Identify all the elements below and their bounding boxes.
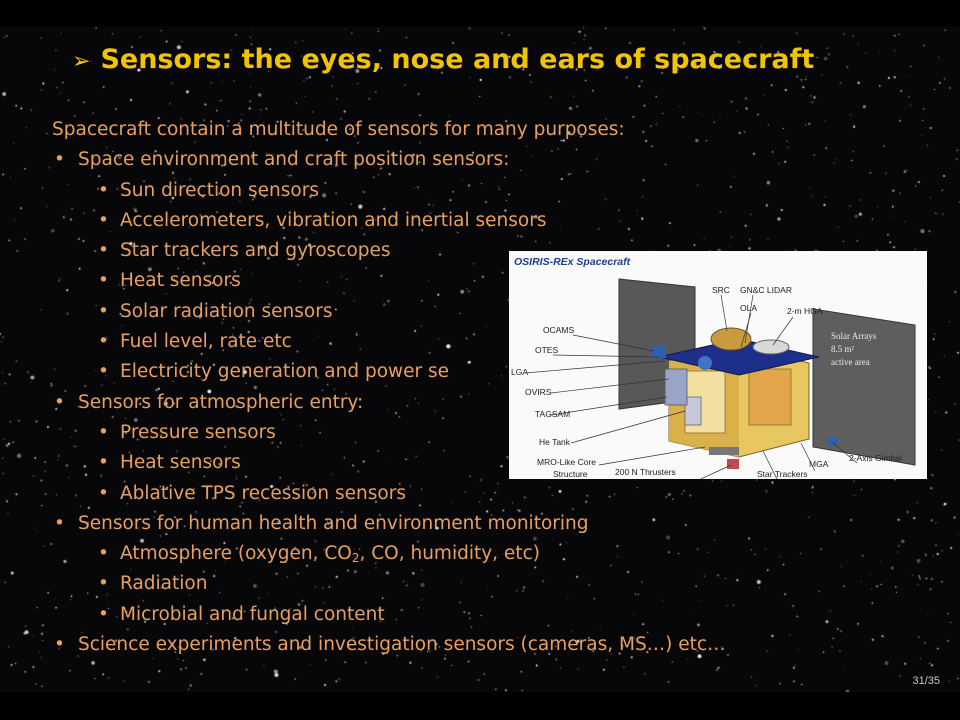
bullet-dot-icon: • (98, 452, 109, 474)
label-ovirs: OVIRS (525, 387, 552, 397)
instrument-ocams (652, 346, 666, 358)
bullet-dot-icon: • (98, 361, 109, 383)
bullet-dot-icon: • (54, 512, 65, 534)
slide (0, 26, 960, 692)
bullet-dot-icon: • (98, 543, 109, 565)
bullet-text: Radiation (120, 573, 208, 595)
label-hga: 2-m HGA (787, 306, 823, 316)
sub-bullet-item (52, 600, 952, 630)
bullet-item (52, 145, 952, 175)
bullet-text: Star trackers and gyroscopes (120, 240, 391, 262)
label-src: SRC (712, 285, 730, 295)
page-number: 31/35 (912, 675, 940, 687)
slide-title (72, 44, 814, 75)
intro-line (52, 115, 952, 145)
src-capsule (711, 328, 751, 350)
thruster (727, 459, 739, 469)
sub-bullet-item (52, 479, 952, 509)
slide-title-text: Sensors: the eyes, nose and ears of spacecraft (100, 44, 815, 75)
bullet-text: Accelerometers, vibration and inertial sensors (120, 209, 547, 231)
gimbal (827, 437, 837, 445)
subscript: 2 (351, 551, 360, 566)
arrow-bullet-icon: ➢ (72, 49, 91, 74)
solar-arrays-active-area: active area (831, 357, 870, 367)
label-mga: MGA (809, 459, 829, 469)
bullet-text: Atmosphere (oxygen, CO (120, 543, 352, 565)
bullet-text: Solar radiation sensors (120, 300, 333, 322)
bullet-dot-icon: • (98, 482, 109, 504)
bullet-text: Pressure sensors (120, 421, 276, 443)
bullet-text: Space environment and craft position sensors: (78, 149, 510, 171)
sub-bullet-item (52, 539, 952, 569)
bullet-dot-icon: • (54, 149, 65, 171)
bullet-item (52, 630, 952, 660)
bullet-text: Electricity generation and power se (120, 361, 450, 383)
spacecraft-diagram-svg (509, 251, 927, 479)
instrument-otes (698, 356, 712, 370)
core-structure-base (709, 447, 739, 455)
bullet-dot-icon: • (98, 331, 109, 353)
bullet-dot-icon: • (98, 603, 109, 625)
label-thrusters: 200 N Thrusters (615, 467, 676, 477)
bullet-text: Sensors for human health and environment monitoring (78, 512, 589, 534)
bullet-dot-icon: • (98, 421, 109, 443)
bullet-dot-icon: • (98, 300, 109, 322)
label-core-structure-1: MRO-Like Core (537, 457, 597, 467)
hga-dish (753, 340, 789, 354)
bullet-dot-icon: • (98, 573, 109, 595)
bullet-dot-icon: • (98, 270, 109, 292)
he-tank-shape (685, 397, 701, 425)
bullet-dot-icon: • (98, 209, 109, 231)
bullet-text-continued: , CO, humidity, etc) (359, 543, 540, 565)
bullet-text: Heat sensors (120, 270, 241, 292)
bullet-dot-icon: • (54, 634, 65, 656)
tagsam-arm (665, 369, 687, 405)
label-tagsam: TAGSAM (535, 409, 571, 419)
bullet-text: Heat sensors (120, 452, 241, 474)
spacecraft-diagram (509, 251, 927, 479)
sub-bullet-item (52, 206, 952, 236)
bullet-text: Microbial and fungal content (120, 603, 385, 625)
bullet-dot-icon: • (98, 240, 109, 262)
label-he-tank: He Tank (539, 437, 571, 447)
solar-arrays-label: Solar Arrays (831, 331, 877, 341)
diagram-title: OSIRIS-REx Spacecraft (514, 256, 631, 268)
bullet-text: Ablative TPS recession sensors (120, 482, 406, 504)
bullet-text: Sun direction sensors (120, 179, 319, 201)
label-core-structure-2: Structure (553, 469, 588, 479)
bullet-text: Spacecraft contain a multitude of sensors for many purposes: (52, 119, 625, 140)
label-star-trackers: Star Trackers (757, 469, 808, 479)
bullet-dot-icon: • (98, 179, 109, 201)
label-gimbal: 2-Axis Gimbal (849, 453, 902, 463)
sub-bullet-item (52, 176, 952, 206)
label-otes: OTES (535, 345, 559, 355)
bullet-text: Fuel level, rate etc (120, 331, 292, 353)
bullet-text: Science experiments and investigation sensors (cameras, MS…) etc… (78, 634, 726, 656)
label-gnc-lidar: GN&C LIDAR (740, 285, 792, 295)
solar-arrays-area: 8.5 m² (831, 344, 855, 354)
label-lga: LGA (511, 367, 529, 377)
bullet-item (52, 509, 952, 539)
sub-bullet-item (52, 569, 952, 599)
bullet-dot-icon: • (54, 391, 65, 413)
side-panel (749, 369, 791, 425)
label-ola: OLA (740, 303, 758, 313)
label-ocams: OCAMS (543, 325, 575, 335)
bullet-text: Sensors for atmospheric entry: (78, 391, 364, 413)
